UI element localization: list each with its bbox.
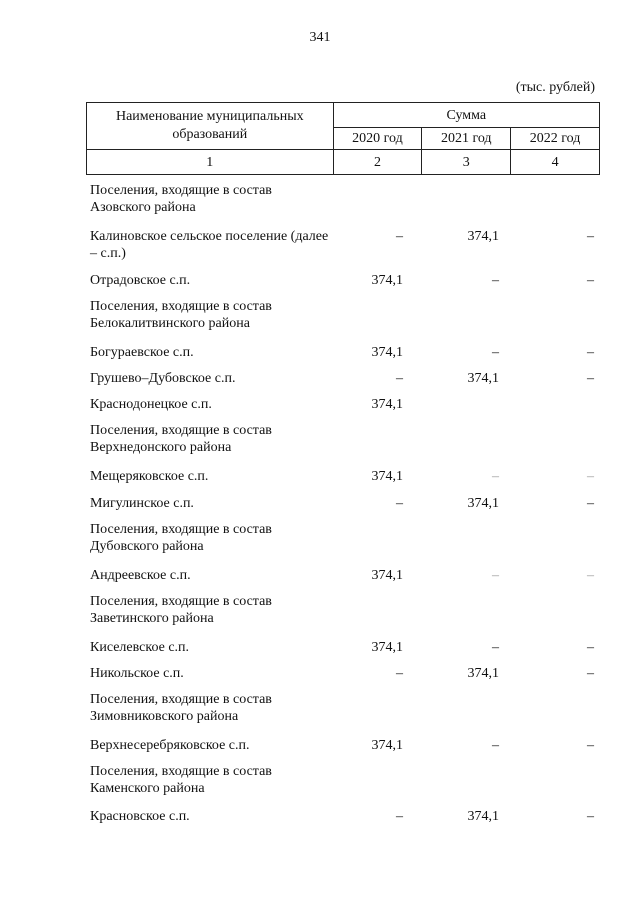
cell-2020: 374,1 bbox=[371, 469, 403, 484]
row-name: Мигулинское с.п. bbox=[90, 496, 194, 511]
cell-2022: – bbox=[587, 738, 594, 753]
cell-2021: 374,1 bbox=[467, 809, 499, 824]
cell-2020: 374,1 bbox=[371, 640, 403, 655]
row-name: Поселения, входящие в состав Дубовского района bbox=[90, 522, 272, 554]
cell-2020: – bbox=[396, 809, 403, 824]
cell-2021: 374,1 bbox=[467, 229, 499, 244]
cell-2022: – bbox=[587, 568, 594, 583]
cell-2020: 374,1 bbox=[371, 568, 403, 583]
row-name: Киселевское с.п. bbox=[90, 640, 190, 655]
cell-2021: – bbox=[492, 640, 499, 655]
cell-2020: 374,1 bbox=[371, 273, 403, 288]
row-name: Поселения, входящие в состав Каменского района bbox=[90, 764, 272, 796]
cell-2021: 374,1 bbox=[467, 371, 499, 386]
units-note: (тыс. рублей) bbox=[515, 80, 595, 95]
cell-2022: – bbox=[587, 496, 594, 511]
row-name: Никольское с.п. bbox=[90, 666, 184, 681]
header-year-2022: 2022 год bbox=[511, 128, 600, 150]
row-name: Красновское с.п. bbox=[90, 809, 190, 824]
cell-2020: 374,1 bbox=[371, 345, 403, 360]
cell-2022: – bbox=[587, 371, 594, 386]
cell-2020: 374,1 bbox=[371, 397, 403, 412]
header-sum-group: Сумма bbox=[333, 103, 599, 128]
cell-2022: – bbox=[587, 345, 594, 360]
row-name: Верхнесеребряковское с.п. bbox=[90, 738, 250, 753]
cell-2020: – bbox=[396, 496, 403, 511]
row-name: Мещеряковское с.п. bbox=[90, 469, 209, 484]
cell-2021: – bbox=[492, 469, 499, 484]
row-name: Поселения, входящие в состав Верхнедонского района bbox=[90, 423, 272, 455]
cell-2022: – bbox=[587, 469, 594, 484]
cell-2022: – bbox=[587, 809, 594, 824]
cell-2021: – bbox=[492, 738, 499, 753]
row-name: Богураевское с.п. bbox=[90, 345, 194, 360]
cell-2021: 374,1 bbox=[467, 666, 499, 681]
header-colnum-3: 3 bbox=[422, 150, 511, 175]
cell-2020: – bbox=[396, 666, 403, 681]
cell-2021: 374,1 bbox=[467, 496, 499, 511]
cell-2022: – bbox=[587, 229, 594, 244]
header-colnum-2: 2 bbox=[333, 150, 422, 175]
row-name: Поселения, входящие в состав Белокалитвинского района bbox=[90, 299, 272, 331]
header-year-2020: 2020 год bbox=[333, 128, 422, 150]
header-name-col: Наименование муниципальных образований bbox=[87, 103, 334, 150]
cell-2021: – bbox=[492, 568, 499, 583]
row-name: Андреевское с.п. bbox=[90, 568, 191, 583]
row-name: Отрадовское с.п. bbox=[90, 273, 191, 288]
row-name: Поселения, входящие в состав Азовского района bbox=[90, 183, 272, 215]
page-number: 341 bbox=[309, 30, 331, 45]
header-colnum-1: 1 bbox=[87, 150, 334, 175]
row-name: Грушево–Дубовское с.п. bbox=[90, 371, 236, 386]
cell-2020: – bbox=[396, 371, 403, 386]
header-year-2021: 2021 год bbox=[422, 128, 511, 150]
row-name: Краснодонецкое с.п. bbox=[90, 397, 212, 412]
row-name: Поселения, входящие в состав Зимовниковского района bbox=[90, 692, 272, 724]
header-colnum-4: 4 bbox=[511, 150, 600, 175]
row-name: Калиновское сельское поселение (далее – с.п.) bbox=[90, 229, 329, 261]
cell-2021: – bbox=[492, 273, 499, 288]
cell-2022: – bbox=[587, 666, 594, 681]
cell-2020: – bbox=[396, 229, 403, 244]
cell-2022: – bbox=[587, 640, 594, 655]
cell-2020: 374,1 bbox=[371, 738, 403, 753]
row-name: Поселения, входящие в состав Заветинского района bbox=[90, 594, 272, 626]
cell-2022: – bbox=[587, 273, 594, 288]
cell-2021: – bbox=[492, 345, 499, 360]
table-header bbox=[86, 102, 600, 175]
